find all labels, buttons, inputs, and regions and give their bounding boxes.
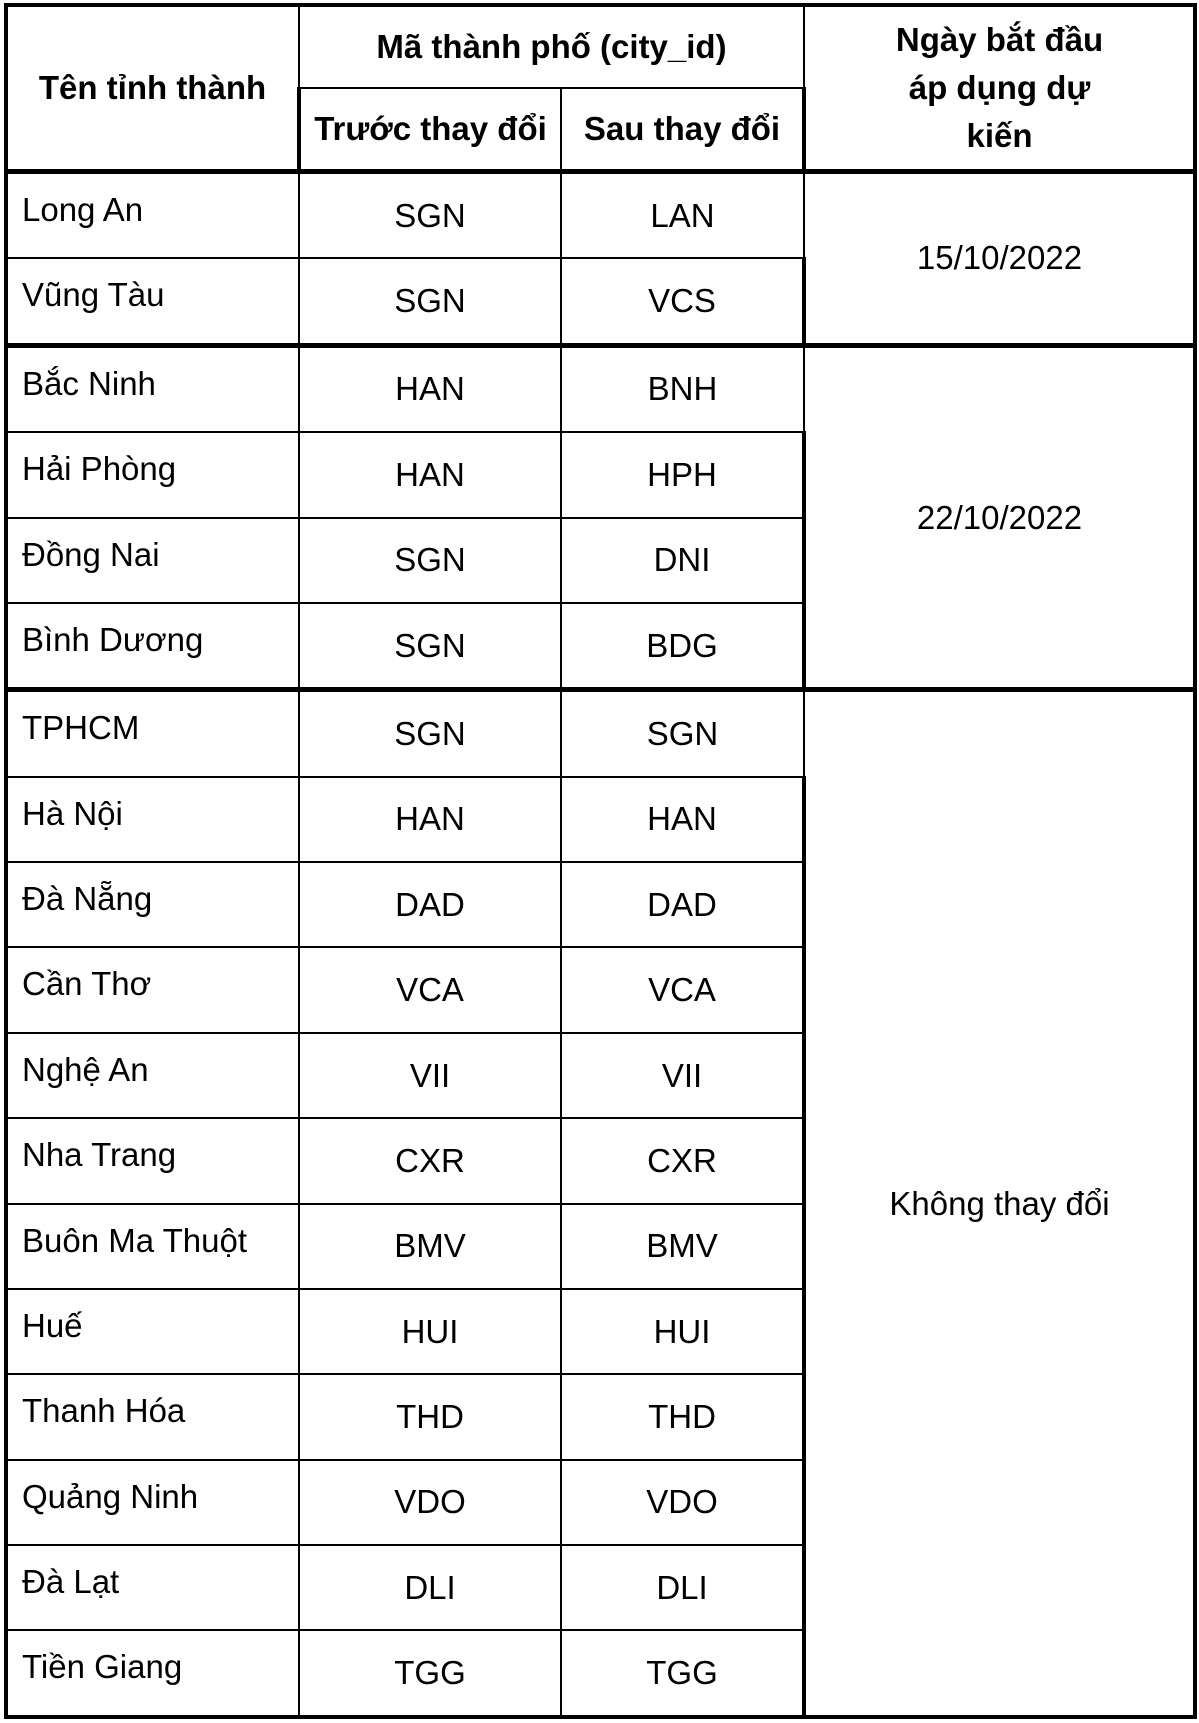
province-name-cell: Hà Nội bbox=[6, 777, 299, 862]
code-after-cell: DLI bbox=[561, 1545, 804, 1630]
code-before-cell: CXR bbox=[299, 1118, 561, 1203]
table-header bbox=[6, 5, 1195, 172]
header-before: Trước thay đổi bbox=[299, 88, 561, 172]
start-date-cell: Không thay đổi bbox=[804, 690, 1195, 1717]
code-before-cell: SGN bbox=[299, 603, 561, 690]
code-before-cell: VII bbox=[299, 1033, 561, 1118]
code-before-cell: SGN bbox=[299, 690, 561, 777]
province-name-cell: Đồng Nai bbox=[6, 518, 299, 603]
code-before-cell: VCA bbox=[299, 947, 561, 1032]
code-after-cell: VCS bbox=[561, 258, 804, 345]
code-before-cell: DAD bbox=[299, 862, 561, 947]
header-start-date-text: Ngày bắt đầu áp dụng dự kiến bbox=[895, 21, 1104, 154]
code-before-cell: THD bbox=[299, 1374, 561, 1459]
province-name-cell: Hải Phòng bbox=[6, 432, 299, 517]
code-after-cell: HUI bbox=[561, 1289, 804, 1374]
code-after-cell: SGN bbox=[561, 690, 804, 777]
province-name-cell: TPHCM bbox=[6, 690, 299, 777]
code-after-cell: HPH bbox=[561, 432, 804, 517]
start-date-cell: 22/10/2022 bbox=[804, 345, 1195, 690]
code-before-cell: HUI bbox=[299, 1289, 561, 1374]
code-before-cell: SGN bbox=[299, 258, 561, 345]
code-after-cell: BNH bbox=[561, 345, 804, 432]
table-body bbox=[6, 172, 1195, 1718]
province-name-cell: Huế bbox=[6, 1289, 299, 1374]
code-after-cell: DNI bbox=[561, 518, 804, 603]
code-after-cell: THD bbox=[561, 1374, 804, 1459]
code-after-cell: LAN bbox=[561, 172, 804, 259]
province-name-cell: Thanh Hóa bbox=[6, 1374, 299, 1459]
code-before-cell: HAN bbox=[299, 777, 561, 862]
province-name-cell: Nha Trang bbox=[6, 1118, 299, 1203]
header-start-date bbox=[804, 5, 1195, 172]
code-after-cell: VII bbox=[561, 1033, 804, 1118]
code-before-cell: SGN bbox=[299, 518, 561, 603]
code-after-cell: HAN bbox=[561, 777, 804, 862]
province-name-cell: Bình Dương bbox=[6, 603, 299, 690]
table-row bbox=[6, 345, 1195, 432]
province-name-cell: Cần Thơ bbox=[6, 947, 299, 1032]
code-after-cell: BDG bbox=[561, 603, 804, 690]
code-before-cell: SGN bbox=[299, 172, 561, 259]
header-city-code: Mã thành phố (city_id) bbox=[299, 5, 804, 88]
code-after-cell: TGG bbox=[561, 1630, 804, 1717]
code-before-cell: DLI bbox=[299, 1545, 561, 1630]
code-before-cell: TGG bbox=[299, 1630, 561, 1717]
code-after-cell: CXR bbox=[561, 1118, 804, 1203]
table-row bbox=[6, 172, 1195, 259]
province-name-cell: Buôn Ma Thuột bbox=[6, 1204, 299, 1289]
code-before-cell: VDO bbox=[299, 1460, 561, 1545]
table-row bbox=[6, 690, 1195, 777]
code-after-cell: VDO bbox=[561, 1460, 804, 1545]
header-province: Tên tỉnh thành bbox=[6, 5, 299, 172]
code-before-cell: HAN bbox=[299, 432, 561, 517]
province-name-cell: Tiền Giang bbox=[6, 1630, 299, 1717]
province-name-cell: Đà Nẵng bbox=[6, 862, 299, 947]
province-name-cell: Quảng Ninh bbox=[6, 1460, 299, 1545]
code-after-cell: BMV bbox=[561, 1204, 804, 1289]
code-before-cell: HAN bbox=[299, 345, 561, 432]
code-after-cell: VCA bbox=[561, 947, 804, 1032]
city-code-table bbox=[4, 3, 1197, 1719]
province-name-cell: Bắc Ninh bbox=[6, 345, 299, 432]
header-row bbox=[6, 5, 1195, 88]
code-before-cell: BMV bbox=[299, 1204, 561, 1289]
province-name-cell: Nghệ An bbox=[6, 1033, 299, 1118]
province-name-cell: Đà Lạt bbox=[6, 1545, 299, 1630]
province-name-cell: Vũng Tàu bbox=[6, 258, 299, 345]
code-after-cell: DAD bbox=[561, 862, 804, 947]
header-after: Sau thay đổi bbox=[561, 88, 804, 172]
province-name-cell: Long An bbox=[6, 172, 299, 259]
start-date-cell: 15/10/2022 bbox=[804, 172, 1195, 346]
